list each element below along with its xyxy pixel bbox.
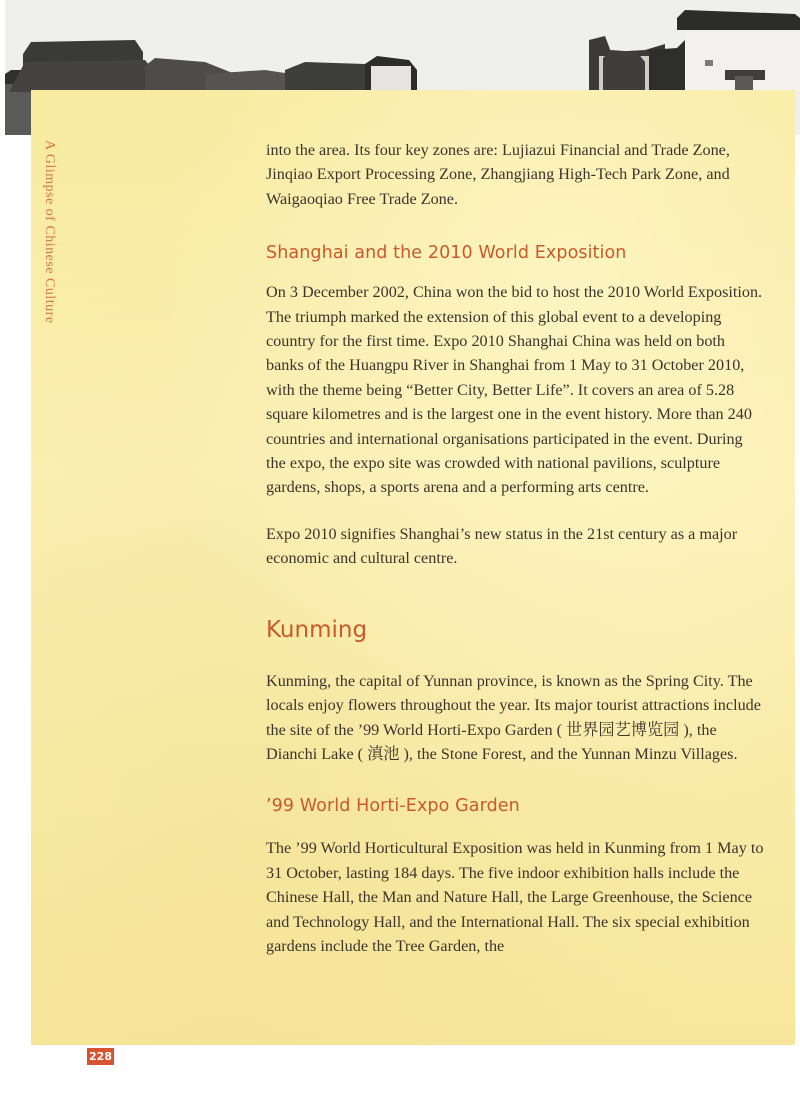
- page-number-badge: 228: [87, 1048, 114, 1065]
- expo-paragraph-1: On 3 December 2002, China won the bid to host the 2010 World Exposition. The triumph marked the extension of this global event to a developing country for the first time. Expo 2010 Shanghai China was held on both banks of the Huangpu River in Shanghai from 1 May to 31 October 2010, with the theme being “Better City, Better Life”. It covers an area of 5.28 square kilometres and is the largest one in the event history. More than 240 countries and international organisations participated in the event. During the expo, the expo site was crowded with national pavilions, sculpture gardens, shops, a sports arena and a performing arts centre.: [266, 283, 763, 497]
- expo-heading: Shanghai and the 2010 World Exposition: [266, 243, 627, 264]
- horti-expo-paragraph: The ’99 World Horticultural Exposition was held in Kunming from 1 May to 31 October, lasting 184 days. The five indoor exhibition halls include the Chinese Hall, the Man and Nature Hall, the Large Greenhouse, the Science and Technology Hall, and the International Hall. The six special exhibition gardens include the Tree Garden, the: [266, 839, 764, 955]
- horti-expo-heading: ’99 World Horti-Expo Garden: [266, 796, 520, 817]
- intro-paragraph: into the area. Its four key zones are: Lujiazui Financial and Trade Zone, Jinqiao Export Processing Zone, Zhangjiang High-Tech Park Zone, and Waigaoqiao Free Trade Zone.: [266, 141, 730, 208]
- expo-paragraph-2: Expo 2010 signifies Shanghai’s new status in the 21st century as a major economic and cultural centre.: [266, 524, 738, 568]
- kunming-heading: Kunming: [266, 616, 368, 643]
- running-head: A Glimpse of Chinese Culture: [42, 140, 57, 324]
- kunming-paragraph: Kunming, the capital of Yunnan province, is known as the Spring City. The locals enjoy flowers throughout the year. Its major tourist attractions include the site of the ’99 World Horti-Expo Garden ( 世界园艺博览园 ), the Dianchi Lake ( 滇池 ), the Stone Forest, and the Yunnan Minzu Villages.: [266, 671, 761, 763]
- text-column: [266, 130, 766, 958]
